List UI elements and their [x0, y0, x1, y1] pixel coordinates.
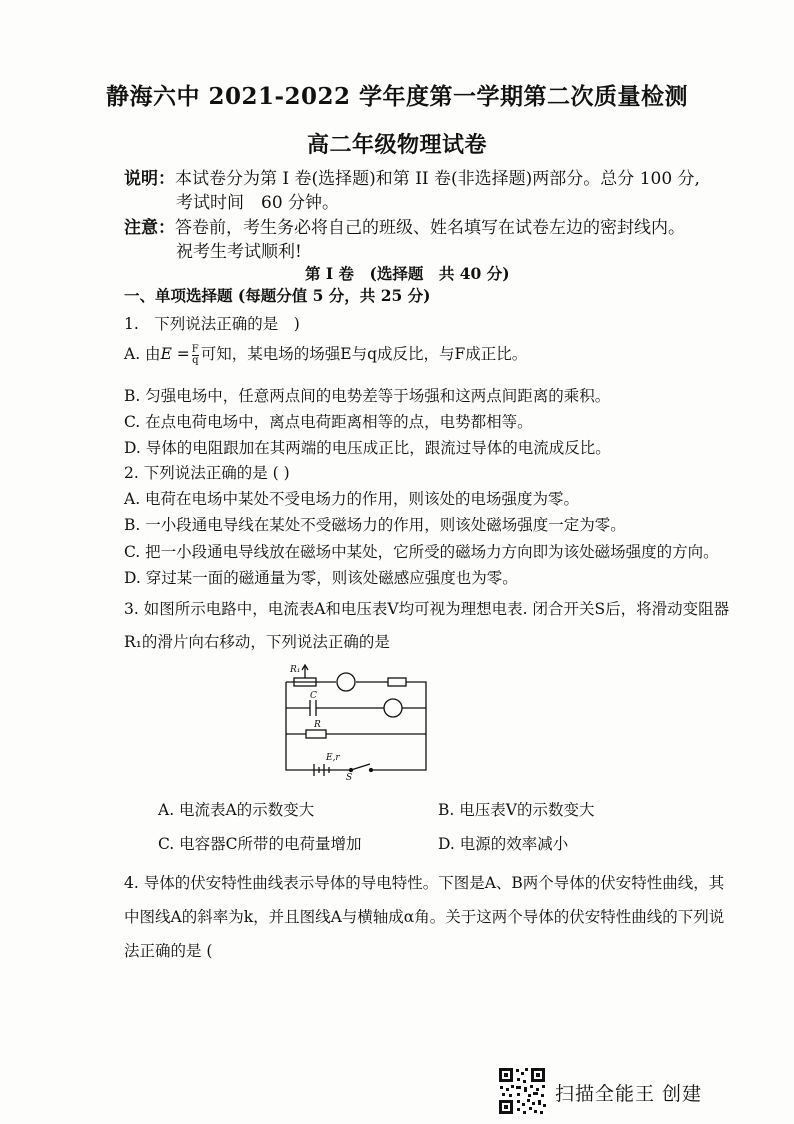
q2-option-d: D. 穿过某一面的磁通量为零，则该处磁感应强度也为零。	[124, 569, 518, 587]
ammeter	[337, 673, 355, 691]
label-er: E,r	[326, 753, 340, 763]
q1-option-a	[124, 342, 527, 366]
switch	[351, 764, 370, 770]
q1-a-suffix: 可知，某电场的场强E与q成反比，与F成正比。	[200, 345, 528, 363]
q1-a-formula-lhs: E =	[160, 345, 190, 363]
q1-a-numerator: F	[191, 343, 199, 355]
qr-code-icon	[497, 1066, 547, 1116]
attention-note	[124, 213, 754, 238]
circuit-diagram	[276, 660, 436, 780]
label-r: R	[314, 720, 321, 730]
q3-stem-line2: R₁的滑片向右移动，下列说法正确的是	[124, 633, 390, 651]
attention-lead: 注意：	[124, 218, 175, 238]
q2-stem: 2. 下列说法正确的是 ( )	[124, 464, 290, 482]
q2-option-c: C. 把一小段通电导线放在磁场中某处，它所受的磁场力方向即为该处磁场强度的方向。	[124, 543, 719, 561]
volume-title: 第 I 卷 (选择题 共 40 分)	[305, 264, 510, 283]
scanner-brand: 扫描全能王 创建	[555, 1083, 703, 1105]
exam-subtitle: 高二年级物理试卷	[306, 132, 487, 158]
q3-option-d: D. 电源的效率减小	[438, 835, 569, 853]
q1-a-prefix: A. 由	[124, 345, 161, 363]
q1-option-c: C. 在点电荷电场中，离点电荷距离相等的点，电势都相等。	[124, 413, 533, 431]
q1-option-d: D. 导体的电阻跟加在其两端的电压成正比，跟流过导体的电流成反比。	[124, 439, 611, 457]
explain-lead: 说明：	[124, 169, 175, 189]
explain-text-1: 本试卷分为第 I 卷(选择题)和第 II 卷(非选择题)两部分。总分 100 分,	[175, 169, 700, 189]
q1-a-denominator: q	[192, 354, 199, 366]
q4-line3: 法正确的是 (	[124, 942, 213, 960]
exam-title: 静海六中 2021-2022 学年度第一学期第二次质量检测	[105, 83, 689, 110]
label-c: C	[310, 691, 317, 701]
resistor-top	[388, 678, 406, 686]
attention-text-2: 祝考生考试顺利!	[176, 242, 302, 262]
q1-stem: 1. 下列说法正确的是 )	[124, 315, 300, 333]
q2-option-b: B. 一小段通电导线在某处不受磁场力的作用，则该处磁场强度一定为零。	[124, 516, 626, 534]
q3-option-b: B. 电压表V的示数变大	[438, 801, 595, 819]
explain-note	[124, 164, 754, 189]
attention-text-1: 答卷前，考生务必将自己的班级、姓名填写在试卷左边的密封线内。	[175, 218, 685, 238]
explain-text-2: 考试时间 60 分钟。	[176, 193, 340, 213]
resistor-r	[306, 730, 326, 738]
q1-a-fraction	[192, 345, 199, 366]
q3-option-c: C. 电容器C所带的电荷量增加	[158, 835, 362, 853]
q3-option-a: A. 电流表A的示数变大	[158, 801, 315, 819]
q3-stem-line1: 3. 如图所示电路中，电流表A和电压表V均可视为理想电表. 闭合开关S后，将滑动变阻器	[124, 600, 730, 618]
q4-line2: 中图线A的斜率为k，并且图线A与横轴成α角。关于这两个导体的伏安特性曲线的下列说	[124, 908, 725, 926]
q2-option-a: A. 电荷在电场中某处不受电场力的作用，则该处的电场强度为零。	[124, 490, 580, 508]
label-r1: R₁	[290, 665, 301, 675]
part-title: 一、单项选择题 (每题分值 5 分，共 25 分)	[124, 286, 431, 305]
label-s: S	[346, 773, 353, 780]
q1-option-b: B. 匀强电场中，任意两点间的电势差等于场强和这两点间距离的乘积。	[124, 387, 611, 405]
q4-line1: 4. 导体的伏安特性曲线表示导体的导电特性。下图是A、B两个导体的伏安特性曲线，其	[124, 874, 725, 892]
voltmeter	[384, 699, 402, 717]
